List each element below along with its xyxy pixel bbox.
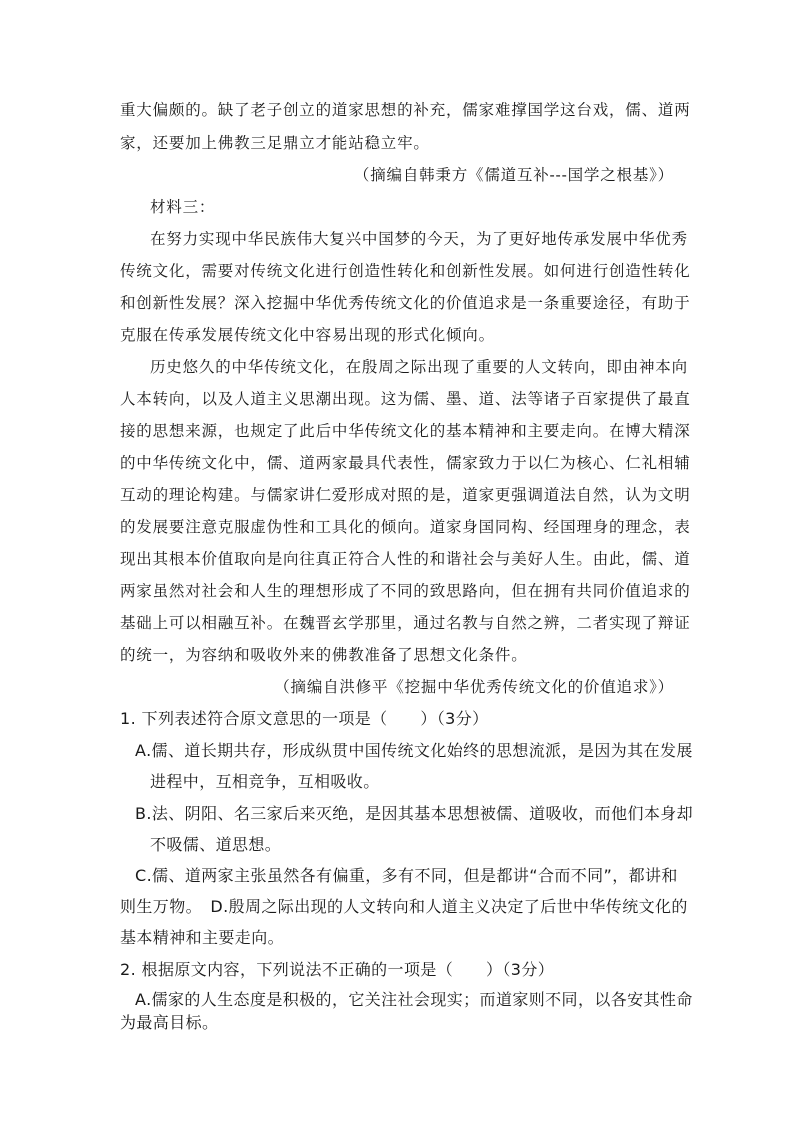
question-1-option-c-line-1: C.儒、道两家主张虽然各有偏重，多有不同，但是都讲“合而不同”，都讲和 (135, 866, 678, 885)
material3-source: （摘编自洪修平《挖掘中华优秀传统文化的价值追求》） (274, 678, 674, 696)
material3-heading: 材料三： (150, 198, 216, 216)
question-2-stem: 2. 根据原文内容，下列说法不正确的一项是（ ）（3分） (120, 960, 555, 979)
material3-p1-line-3: 和创新性发展？深入挖掘中华优秀传统文化的价值追求是一条重要途径，有助于 (120, 294, 691, 312)
material3-p2-line-6: 的发展要注意克服虚伪性和工具化的倾向。道家身国同构、经国理身的理念，表 (120, 518, 691, 536)
material3-p1-line-4: 克服在传承发展传统文化中容易出现的形式化倾向。 (120, 326, 495, 344)
material3-p2-line-9: 基础上可以相融互补。在魏晋玄学那里，通过名教与自然之辨，二者实现了辩证 (120, 614, 691, 632)
material3-p2-line-8: 两家虽然对社会和人生的理想形成了不同的致思路向，但在拥有共同价值追求的 (120, 582, 691, 600)
question-1-option-a-line-2: 进程中，互相竞争，互相吸收。 (150, 772, 380, 791)
material3-p2-line-3: 接的思想来源，也规定了此后中华传统文化的基本精神和主要走向。在博大精深 (120, 422, 691, 440)
material3-p1-line-2: 传统文化，需要对传统文化进行创造性转化和创新性发展。如何进行创造性转化 (120, 262, 691, 280)
question-1-option-c-d-line: 则生万物。 D.殷周之际出现的人文转向和人道主义决定了后世中华传统文化的 (120, 897, 688, 916)
material3-p2-line-5: 互动的理论构建。与儒家讲仁爱形成对照的是，道家更强调道法自然，认为文明 (120, 486, 691, 504)
material2-line-1: 重大偏颇的。缺了老子创立的道家思想的补充，儒家难撑国学这台戏，儒、道两 (120, 101, 691, 119)
question-1-option-d-line-2: 基本精神和主要走向。 (120, 928, 285, 947)
question-2-option-a-line-2: 为最高目标。 (120, 1013, 219, 1032)
question-2-option-a-line-1: A.儒家的人生态度是积极的，它关注社会现实；而道家则不同，以各安其性命 (135, 990, 693, 1009)
material3-p2-line-4: 的中华传统文化中，儒、道两家最具代表性，儒家致力于以仁为核心、仁礼相辅 (120, 454, 691, 472)
material2-source: （摘编自韩秉方《儒道互补---国学之根基》） (353, 166, 674, 184)
material3-p2-line-10: 的统一，为容纳和吸收外来的佛教准备了思想文化条件。 (120, 646, 528, 664)
question-1-option-b-line-2: 不吸儒、道思想。 (150, 835, 282, 854)
material3-p2-line-1: 历史悠久的中华传统文化，在殷周之际出现了重要的人文转向，即由神本向 (150, 358, 688, 376)
material2-line-2: 家，还要加上佛教三足鼎立才能站稳立牢。 (120, 134, 430, 152)
question-1-stem: 1. 下列表述符合原文意思的一项是（ ）（3分） (120, 709, 489, 728)
question-1-option-b-line-1: B.法、阴阳、名三家后来灭绝，是因其基本思想被儒、道吸收，而他们本身却 (135, 804, 694, 823)
material3-p2-line-2: 人本转向，以及人道主义思潮出现。这为儒、墨、道、法等诸子百家提供了最直 (120, 390, 691, 408)
material3-p1-line-1: 在努力实现中华民族伟大复兴中国梦的今天，为了更好地传承发展中华优秀 (150, 230, 688, 248)
material3-p2-line-7: 现出其根本价值取向是向往真正符合人性的和谐社会与美好人生。由此，儒、道 (120, 550, 691, 568)
question-1-option-a-line-1: A.儒、道长期共存，形成纵贯中国传统文化始终的思想流派，是因为其在发展 (135, 741, 693, 760)
